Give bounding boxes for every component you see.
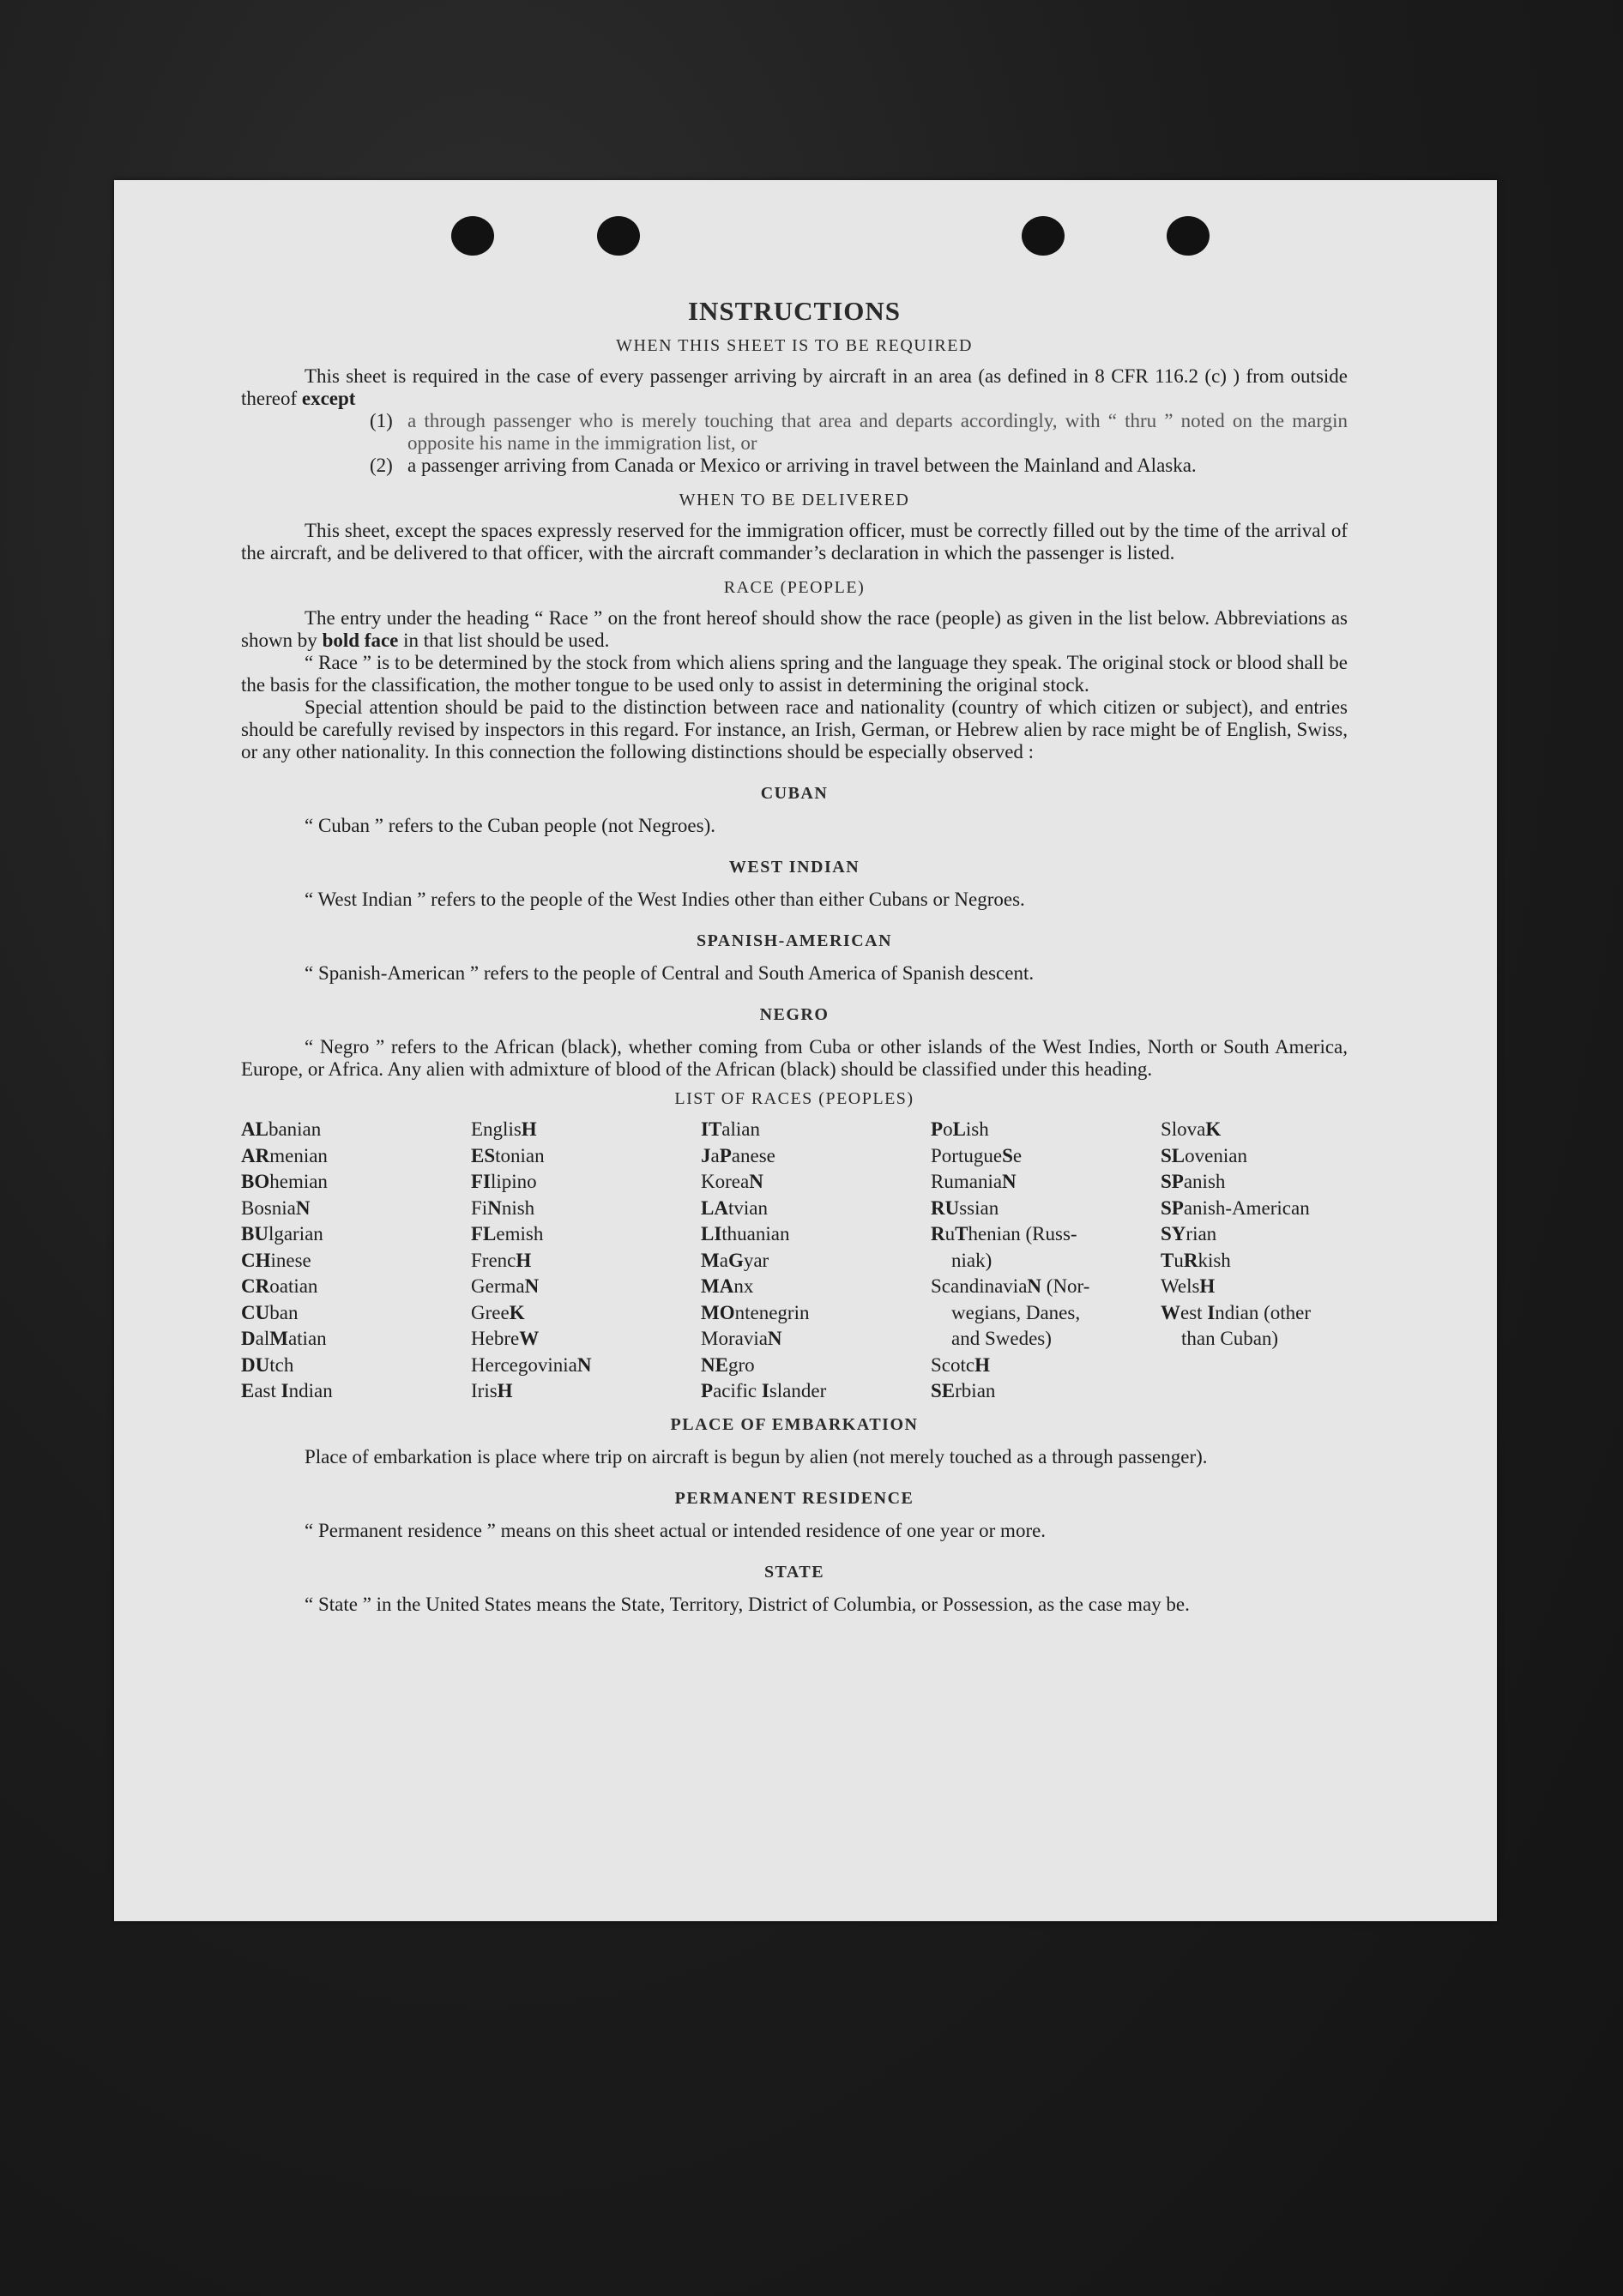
race-entry — [701, 1274, 931, 1300]
race-entry — [1161, 1274, 1348, 1300]
race-text: est — [1180, 1301, 1208, 1323]
race-entry — [931, 1169, 1161, 1196]
race-abbrev: M — [269, 1328, 288, 1349]
heading-race: RACE (PEOPLE) — [723, 578, 866, 597]
race-abbrev: CR — [241, 1275, 270, 1297]
heading-list-of-races: LIST OF RACES (PEOPLES) — [674, 1089, 914, 1108]
race-entry — [241, 1274, 471, 1300]
item-text: a passenger arriving from Canada or Mexico or arriving in travel between the Mainland and Alaska. — [407, 455, 1197, 476]
race-entry — [471, 1378, 701, 1405]
required-intro — [241, 365, 1348, 410]
heading-spanish-american: SPANISH-AMERICAN — [696, 931, 893, 950]
race-p1-end: in that list should be used. — [398, 630, 610, 651]
race-entry — [471, 1117, 701, 1143]
race-text: thuanian — [721, 1223, 790, 1244]
heading-west-indian: WEST INDIAN — [728, 858, 860, 877]
race-abbrev: CU — [241, 1301, 270, 1323]
race-entry — [471, 1221, 701, 1248]
race-entry — [701, 1378, 931, 1405]
race-entry — [241, 1169, 471, 1196]
heading-state: STATE — [763, 1562, 825, 1582]
race-entry — [1161, 1326, 1348, 1353]
punch-hole-4 — [1167, 216, 1210, 256]
race-text: Germa — [471, 1275, 525, 1297]
punch-hole-2 — [597, 216, 640, 256]
race-abbrev: N — [576, 1353, 592, 1376]
race-text: yar — [743, 1249, 769, 1271]
required-item-2 — [370, 455, 1348, 477]
races-column — [931, 1117, 1161, 1405]
race-abbrev: P — [701, 1380, 714, 1401]
race-abbrev: H — [516, 1249, 532, 1271]
race-entry — [471, 1300, 701, 1327]
race-entry — [931, 1143, 1161, 1170]
race-abbrev: AR — [241, 1144, 270, 1166]
race-text: e — [1012, 1144, 1023, 1166]
race-text: (Nor- — [1041, 1275, 1090, 1297]
race-abbrev: IT — [701, 1118, 722, 1140]
race-text: Hercegovinia — [471, 1353, 577, 1376]
race-abbrev: W — [1161, 1301, 1180, 1323]
race-paragraph-2: “ Race ” is to be determined by the stock from which aliens spring and the language they speak. The original stock or blood shall be the basis for the classification, the mother tongue to be used only to assist in determining the original stock. — [241, 652, 1348, 696]
race-text: nx — [733, 1275, 754, 1297]
race-text: niak) — [951, 1249, 993, 1271]
state-text: “ State ” in the United States means the State, Territory, District of Columbia, or Possession, as the case may be. — [305, 1593, 1190, 1615]
race-abbrev: N — [524, 1275, 540, 1297]
race-entry — [931, 1300, 1161, 1327]
residence-text: “ Permanent residence ” means on this sheet actual or intended residence of one year or more. — [305, 1519, 1047, 1541]
race-text: Fi — [471, 1196, 488, 1219]
race-paragraph-3: Special attention should be paid to the distinction between race and nationality (country of which citizen or subject), and entries should be carefully revised by inspectors in this regard. For instance, an Irish, German, or Hebrew alien by race might be of English, Swiss, or any other nationality. In this connection the following distinctions should be especially observed : — [241, 696, 1348, 762]
race-text: banian — [268, 1118, 322, 1140]
race-entry — [931, 1196, 1161, 1222]
race-text: Moravia — [701, 1328, 768, 1349]
race-p1-bold: bold face — [322, 630, 399, 651]
race-abbrev: P — [719, 1144, 732, 1166]
race-text: Scandinavia — [931, 1275, 1028, 1297]
race-abbrev: BO — [241, 1171, 270, 1192]
race-abbrev: I — [281, 1380, 289, 1401]
race-abbrev: W — [519, 1328, 540, 1349]
race-text: Hebre — [471, 1328, 520, 1349]
race-text: slander — [769, 1380, 827, 1401]
race-abbrev: I — [761, 1380, 769, 1401]
required-item-1 — [370, 410, 1348, 455]
race-abbrev: MO — [701, 1301, 735, 1323]
race-entry — [241, 1300, 471, 1327]
race-entry — [471, 1326, 701, 1353]
race-text: Wels — [1161, 1275, 1200, 1297]
race-entry — [931, 1326, 1161, 1353]
race-text: rbian — [955, 1380, 996, 1401]
race-abbrev: S — [1002, 1144, 1013, 1166]
race-text: ban — [269, 1301, 299, 1323]
race-text: anish-American — [1183, 1196, 1310, 1219]
race-abbrev: D — [241, 1328, 256, 1349]
races-column — [701, 1117, 931, 1405]
race-abbrev: G — [727, 1249, 744, 1271]
race-text: Scotc — [931, 1353, 975, 1376]
race-text: gro — [727, 1353, 755, 1376]
race-text: tch — [269, 1353, 294, 1376]
required-intro-except: except — [301, 388, 356, 409]
race-entry — [1161, 1196, 1348, 1222]
instruction-sheet — [114, 180, 1497, 1921]
race-entry — [1161, 1248, 1348, 1275]
race-abbrev: ES — [471, 1144, 496, 1166]
race-entry — [931, 1353, 1161, 1379]
race-entry — [931, 1248, 1161, 1275]
races-column — [241, 1117, 471, 1405]
race-text: than Cuban) — [1181, 1328, 1279, 1349]
race-entry — [1161, 1169, 1348, 1196]
race-text: oatian — [269, 1275, 318, 1297]
race-text: menian — [269, 1144, 328, 1166]
race-entry — [931, 1274, 1161, 1300]
race-abbrev: K — [509, 1301, 525, 1323]
race-entry — [471, 1196, 701, 1222]
west-indian-text: “ West Indian ” refers to the people of the West Indies other than either Cubans or Negroes. — [305, 889, 1025, 910]
race-text: ovenian — [1185, 1144, 1247, 1166]
race-text: u — [1174, 1249, 1184, 1271]
negro-text: “ Negro ” refers to the African (black), whether coming from Cuba or other islands of the West Indies, North or South America, Europe, or Africa. Any alien with admixture of blood of the African (black) should be classified under this heading. — [241, 1036, 1348, 1080]
race-text: acific — [713, 1380, 762, 1401]
race-abbrev: N — [749, 1171, 763, 1192]
spanish-american-text: “ Spanish-American ” refers to the people of Central and South America of Spanish descent. — [305, 962, 1035, 984]
race-abbrev: SP — [1161, 1171, 1184, 1192]
races-column — [471, 1117, 701, 1405]
race-text: rian — [1186, 1223, 1217, 1244]
race-abbrev: N — [1002, 1171, 1017, 1192]
heading-embarkation: PLACE OF EMBARKATION — [670, 1414, 919, 1434]
race-abbrev: R — [931, 1223, 945, 1244]
race-text: Bosnia — [241, 1196, 296, 1219]
punch-hole-1 — [451, 216, 494, 256]
race-entry — [701, 1326, 931, 1353]
race-entry — [241, 1221, 471, 1248]
race-entry — [1161, 1143, 1348, 1170]
item-text: a through passenger who is merely touching that area and departs accordingly, with “ thru ” noted on the margin opposite his name in the immigration list, or — [407, 410, 1348, 454]
item-number: (2) — [370, 455, 393, 476]
punch-hole-3 — [1022, 216, 1065, 256]
race-abbrev: SE — [931, 1380, 956, 1401]
race-text: anese — [731, 1144, 775, 1166]
race-abbrev: H — [521, 1118, 537, 1140]
race-entry — [241, 1143, 471, 1170]
race-text: Slova — [1161, 1118, 1206, 1140]
race-abbrev: DU — [241, 1353, 270, 1376]
race-entry — [1161, 1117, 1348, 1143]
race-text: ish — [965, 1118, 989, 1140]
race-abbrev: SL — [1161, 1144, 1186, 1166]
race-abbrev: BU — [241, 1223, 268, 1244]
race-abbrev: L — [952, 1118, 966, 1140]
races-column — [1161, 1117, 1348, 1405]
race-abbrev: AL — [241, 1118, 268, 1140]
race-abbrev: FI — [471, 1171, 491, 1192]
race-text: o — [943, 1118, 953, 1140]
race-text: lgarian — [268, 1223, 323, 1244]
race-abbrev: J — [701, 1144, 711, 1166]
race-entry — [241, 1117, 471, 1143]
race-abbrev: R — [1183, 1249, 1198, 1271]
required-intro-text: This sheet is required in the case of every passenger arriving by aircraft in an area (as defined in 8 CFR 116.2 (c) ) from outside thereof — [241, 365, 1348, 409]
heading-required: WHEN THIS SHEET IS TO BE REQUIRED — [616, 336, 973, 355]
race-abbrev: SP — [1161, 1196, 1184, 1219]
race-text: tonian — [495, 1144, 545, 1166]
race-abbrev: T — [955, 1223, 968, 1244]
heading-delivered: WHEN TO BE DELIVERED — [679, 491, 910, 509]
race-abbrev: LA — [701, 1196, 728, 1219]
race-text: Gree — [471, 1301, 510, 1323]
race-abbrev: H — [1199, 1275, 1216, 1297]
race-entry — [701, 1353, 931, 1379]
race-abbrev: N — [767, 1328, 782, 1349]
heading-cuban: CUBAN — [760, 784, 829, 803]
race-abbrev: SY — [1161, 1223, 1186, 1244]
heading-residence: PERMANENT RESIDENCE — [674, 1488, 914, 1508]
race-entry — [701, 1221, 931, 1248]
embarkation-text: Place of embarkation is place where trip on aircraft is begun by alien (not merely touched as a through passenger). — [305, 1445, 1208, 1467]
race-entry — [241, 1196, 471, 1222]
page-title: INSTRUCTIONS — [687, 296, 901, 326]
race-text: tvian — [727, 1196, 768, 1219]
race-text: ssian — [959, 1196, 999, 1219]
race-entry — [931, 1221, 1161, 1248]
race-entry — [471, 1169, 701, 1196]
race-abbrev: RU — [931, 1196, 960, 1219]
race-entry — [1161, 1300, 1348, 1327]
race-text: and Swedes) — [951, 1328, 1052, 1349]
race-text: inese — [270, 1249, 311, 1271]
race-text: atian — [287, 1328, 327, 1349]
race-entry — [931, 1117, 1161, 1143]
race-entry — [701, 1196, 931, 1222]
race-abbrev: NE — [701, 1353, 728, 1376]
race-abbrev: LI — [701, 1223, 722, 1244]
race-abbrev: K — [1205, 1118, 1222, 1140]
race-abbrev: M — [701, 1249, 720, 1271]
race-text: alian — [721, 1118, 760, 1140]
race-abbrev: H — [497, 1380, 513, 1401]
race-abbrev: N — [1027, 1275, 1042, 1297]
race-entry — [701, 1117, 931, 1143]
race-text: a — [719, 1249, 728, 1271]
race-entry — [1161, 1221, 1348, 1248]
race-entry — [241, 1353, 471, 1379]
race-paragraph-1 — [241, 607, 1348, 652]
race-entry — [241, 1248, 471, 1275]
races-table — [241, 1117, 1348, 1405]
race-abbrev: P — [931, 1118, 944, 1140]
race-p1-text: The entry under the heading “ Race ” on the front hereof should show the race (people) as given in the list below. Abbreviations as shown by — [241, 607, 1348, 651]
race-entry — [471, 1143, 701, 1170]
item-number: (1) — [370, 410, 393, 431]
cuban-text: “ Cuban ” refers to the Cuban people (not Negroes). — [305, 815, 716, 836]
race-entry — [471, 1274, 701, 1300]
race-abbrev: FL — [471, 1223, 497, 1244]
race-entry — [701, 1143, 931, 1170]
race-text: Iris — [471, 1380, 498, 1401]
race-text: al — [255, 1328, 270, 1349]
race-text: a — [710, 1144, 720, 1166]
race-entry — [241, 1326, 471, 1353]
race-text: u — [944, 1223, 956, 1244]
race-text: Portugue — [931, 1144, 1003, 1166]
race-text: wegians, Danes, — [951, 1301, 1081, 1323]
race-text: Frenc — [471, 1249, 516, 1271]
delivered-text: This sheet, except the spaces expressly reserved for the immigration officer, must be correctly filled out by the time of the arrival of the aircraft, and be delivered to that officer, with the aircraft commander’s declaration in which the passenger is listed. — [241, 520, 1348, 563]
race-abbrev: MA — [701, 1275, 734, 1297]
race-text: henian (Russ- — [968, 1223, 1077, 1244]
race-text: emish — [496, 1223, 544, 1244]
race-entry — [701, 1248, 931, 1275]
race-text: Englis — [471, 1118, 522, 1140]
race-text: anish — [1183, 1171, 1226, 1192]
race-entry — [471, 1353, 701, 1379]
race-abbrev: CH — [241, 1249, 271, 1271]
race-abbrev: H — [974, 1353, 990, 1376]
heading-negro: NEGRO — [759, 1005, 830, 1024]
race-text: ndian — [288, 1380, 333, 1401]
race-entry — [471, 1248, 701, 1275]
race-abbrev: T — [1161, 1249, 1174, 1271]
race-abbrev: E — [241, 1380, 255, 1401]
race-entry — [931, 1378, 1161, 1405]
race-text: ntenegrin — [734, 1301, 810, 1323]
race-text: hemian — [269, 1171, 328, 1192]
race-abbrev: N — [487, 1196, 502, 1219]
race-entry — [241, 1378, 471, 1405]
race-text: Rumania — [931, 1171, 1003, 1192]
document-body — [241, 296, 1348, 1616]
race-text: nish — [501, 1196, 535, 1219]
race-entry — [701, 1300, 931, 1327]
race-abbrev: I — [1207, 1301, 1216, 1323]
race-text: ndian (other — [1215, 1301, 1312, 1323]
race-text: Korea — [701, 1171, 750, 1192]
race-text: lipino — [491, 1171, 537, 1192]
race-entry — [701, 1169, 931, 1196]
race-text: kish — [1198, 1249, 1231, 1271]
race-text: ast — [254, 1380, 281, 1401]
race-abbrev: N — [295, 1196, 311, 1219]
